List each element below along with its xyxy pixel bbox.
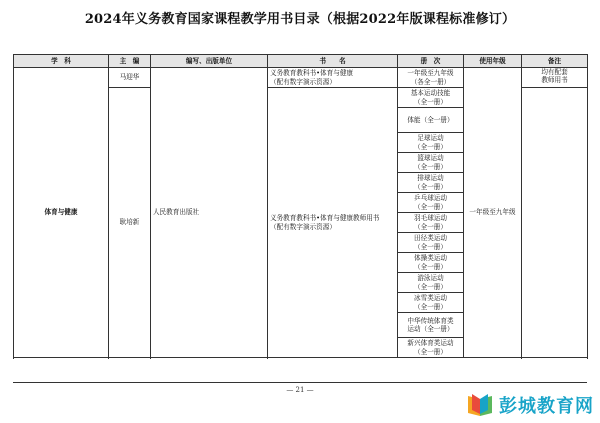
table-row: [14, 68, 588, 88]
volume-cell: 田径类运动 （全一册）: [398, 233, 464, 253]
note-cell-empty: [522, 88, 588, 358]
volume-cell: 体操类运动 （全一册）: [398, 253, 464, 273]
header-note: 备注: [522, 55, 588, 68]
footer-divider: [13, 382, 587, 383]
volume-cell: 游泳运动 （全一册）: [398, 273, 464, 293]
document-title: 2024年义务教育国家课程教学用书目录（根据2022年版课程标准修订）: [84, 12, 516, 27]
volume-cell: 乒乓球运动 （全一册）: [398, 193, 464, 213]
volume-cell: 冰雪类运动 （全一册）: [398, 293, 464, 313]
volume-cell: 体能（全一册）: [398, 108, 464, 133]
volume-cell: 新兴体育类运动 （全一册）: [398, 338, 464, 358]
header-book-title: 书 名: [268, 55, 398, 68]
editor-cell: 耿培新: [109, 88, 151, 358]
note-cell: 均有配套 教师用书: [522, 68, 588, 88]
watermark-text: 彭城教育网: [499, 396, 594, 417]
header-grade: 使用年级: [464, 55, 522, 68]
page-number: — 21 —: [286, 386, 314, 394]
header-subject: 学 科: [14, 55, 109, 68]
header-editor: 主 编: [109, 55, 151, 68]
site-watermark: [465, 392, 594, 418]
textbook-catalog-table: [13, 54, 588, 358]
table-header-row: [14, 55, 588, 68]
volume-cell: 篮球运动 （全一册）: [398, 153, 464, 173]
editor-cell: 马迎华: [109, 68, 151, 88]
volume-cell: 基本运动技能 （全一册）: [398, 88, 464, 108]
volume-cell: 中华传统体育类 运动（全一册）: [398, 313, 464, 338]
volume-cell: 羽毛球运动 （全一册）: [398, 213, 464, 233]
book-title-cell: 义务教育教科书•体育与健康教师用书 （配有数字演示资源）: [268, 88, 398, 358]
header-publisher: 编写、出版单位: [151, 55, 268, 68]
header-volume: 册 次: [398, 55, 464, 68]
volume-cell: 一年级至九年级 （各全一册）: [398, 68, 464, 88]
subject-cell: 体育与健康: [14, 68, 109, 358]
volume-cell: 排球运动 （全一册）: [398, 173, 464, 193]
publisher-cell: 人民教育出版社: [151, 68, 268, 358]
grade-cell: 一年级至九年级: [464, 68, 522, 358]
book-title-cell: 义务教育教科书•体育与健康 （配有数字演示资源）: [268, 68, 398, 88]
book-logo-icon: [465, 393, 495, 417]
volume-cell: 足球运动 （全一册）: [398, 133, 464, 153]
